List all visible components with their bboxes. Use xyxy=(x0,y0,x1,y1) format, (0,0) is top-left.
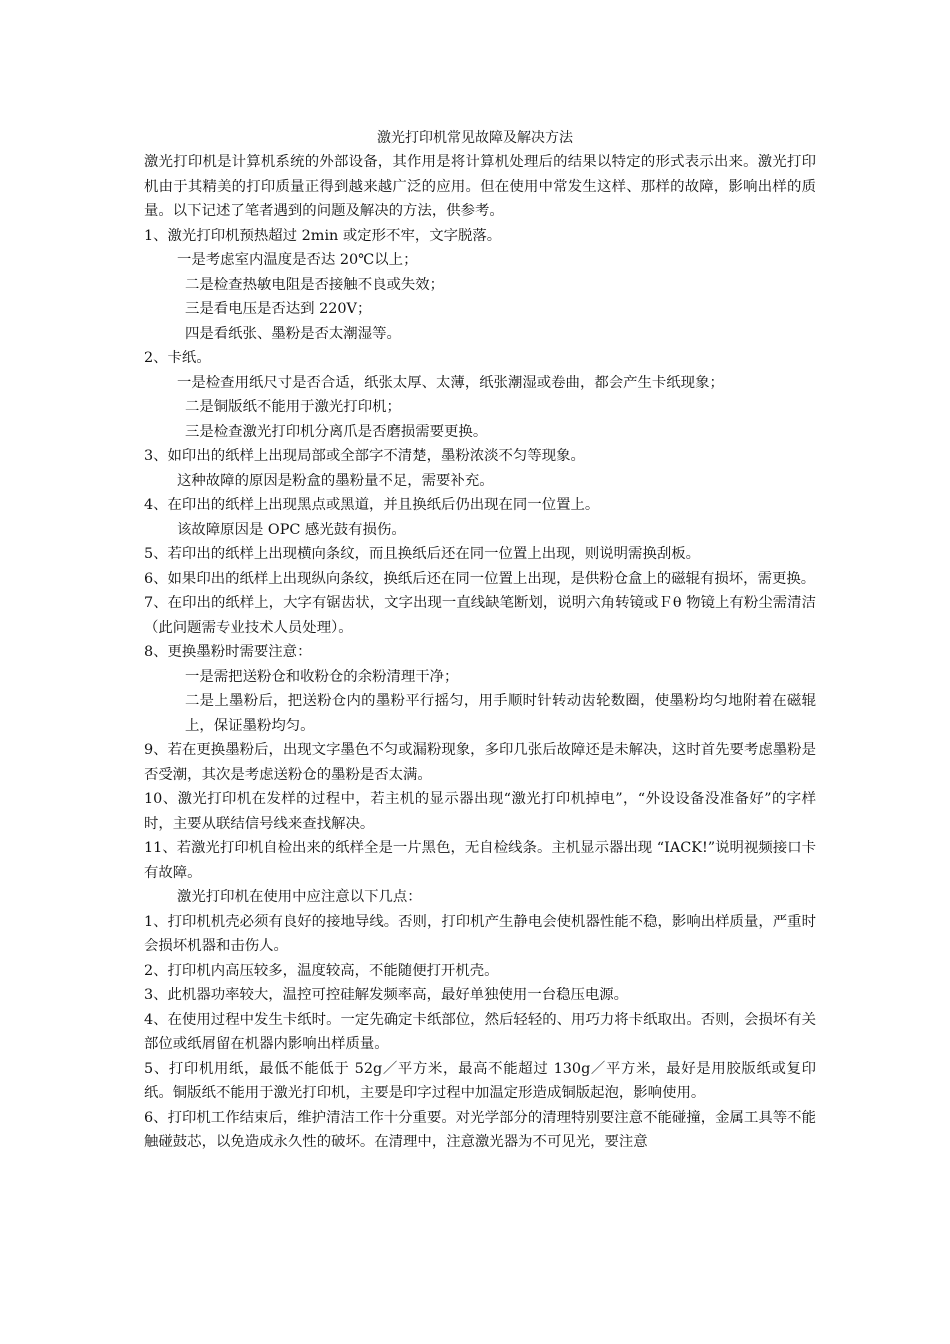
item-1-point-3: 三是看电压是否达到 220V； xyxy=(185,301,372,317)
item-1-point-2: 二是检查热敏电阻是否接触不良或失效； xyxy=(185,276,445,293)
item-1-point-1: 一是考虑室内温度是否达 20℃以上； xyxy=(177,252,418,268)
item-3-detail: 这种故障的原因是粉盒的墨粉量不足，需要补充。 xyxy=(177,472,494,489)
item-8-heading: 8、更换墨粉时需要注意： xyxy=(144,644,312,660)
usage-note-2: 2、打印机内高压较多，温度较高，不能随便打开机壳。 xyxy=(144,962,499,979)
item-8-point-1: 一是需把送粉仓和收粉仓的余粉清理干净； xyxy=(185,668,459,685)
item-4-heading: 4、在印出的纸样上出现黑点或黑道，并且换纸后仍出现在同一位置上。 xyxy=(144,497,600,513)
item-7: 7、在印出的纸样上，大字有锯齿状，文字出现一直线缺笔断划，说明六角转镜或Ｆθ 物镜上有粉尘需清洁（此问题需专业技术人员处理）。 xyxy=(144,595,816,636)
item-2-point-3: 三是检查激光打印机分离爪是否磨损需要更换。 xyxy=(185,423,488,440)
document-title: 激光打印机常见故障及解决方法 xyxy=(377,130,573,146)
item-5: 5、若印出的纸样上出现横向条纹，而且换纸后还在同一位置上出现，则说明需换刮板。 xyxy=(144,546,701,562)
usage-note-4: 4、在使用过程中发生卡纸时。一定先确定卡纸部位，然后轻轻的、用巧力将卡纸取出。否则，会损坏有关部位或纸屑留在机器内影响出样质量。 xyxy=(144,1011,816,1052)
item-2-heading: 2、卡纸。 xyxy=(144,350,211,366)
item-4-detail: 该故障原因是 OPC 感光鼓有损伤。 xyxy=(177,521,406,538)
item-10: 10、激光打印机在发样的过程中，若主机的显示器出现“激光打印机掉电”，“外设设备没准备好”的字样时，主要从联结信号线来查找解决。 xyxy=(144,791,816,832)
item-11: 11、若激光打印机自检出来的纸样全是一片黑色，无自检线条。主机显示器出现 “IACK!”说明视频接口卡有故障。 xyxy=(144,840,816,881)
item-9: 9、若在更换墨粉后，出现文字墨色不匀或漏粉现象，多印几张后故障还是未解决，这时首先要考虑墨粉是否受潮，其次是考虑送粉仓的墨粉是否太满。 xyxy=(144,742,816,783)
usage-note-6: 6、打印机工作结束后，维护清洁工作十分重要。对光学部分的清理特别要注意不能碰撞，金属工具等不能触碰鼓芯，以免造成永久性的破坏。在清理中，注意激光器为不可见光，要注意 xyxy=(144,1109,816,1150)
document-body xyxy=(144,150,816,1155)
usage-notes-heading: 激光打印机在使用中应注意以下几点： xyxy=(177,889,422,905)
item-6: 6、如果印出的纸样上出现纵向条纹，换纸后还在同一位置上出现，是供粉仓盒上的磁辊有损坏，需更换。 xyxy=(144,570,816,587)
item-2-point-2: 二是铜版纸不能用于激光打印机； xyxy=(185,399,401,415)
item-2-point-1: 一是检查用纸尺寸是否合适，纸张太厚、太薄，纸张潮湿或卷曲，都会产生卡纸现象； xyxy=(177,374,724,391)
usage-note-5: 5、打印机用纸，最低不能低于 52g／平方米，最高不能超过 130g／平方米，最好是用胶版纸或复印纸。铜版纸不能用于激光打印机，主要是印字过程中加温定形造成铜版起泡，影响使用。 xyxy=(144,1060,816,1101)
intro-paragraph: 激光打印机是计算机系统的外部设备，其作用是将计算机处理后的结果以特定的形式表示出来。激光打印机由于其精美的打印质量正得到越来越广泛的应用。但在使用中常发生这样、那样的故障，影响出样的质量。以下记述了笔者遇到的问题及解决的方法，供参考。 xyxy=(144,154,816,219)
item-1-heading: 1、激光打印机预热超过 2min 或定形不牢，文字脱落。 xyxy=(144,227,502,244)
usage-note-3: 3、此机器功率较大，温控可控硅解发频率高，最好单独使用一台稳压电源。 xyxy=(144,987,629,1003)
item-3-heading: 3、如印出的纸样上出现局部或全部字不清楚，墨粉浓淡不匀等现象。 xyxy=(144,448,585,464)
item-1-point-4: 四是看纸张、墨粉是否太潮湿等。 xyxy=(185,325,401,342)
usage-note-1: 1、打印机机壳必须有良好的接地导线。否则，打印机产生静电会使机器性能不稳，影响出样质量，严重时会损坏机器和击伤人。 xyxy=(144,913,816,954)
item-8-point-2: 二是上墨粉后，把送粉仓内的墨粉平行摇匀，用手顺时针转动齿轮数圈，使墨粉均匀地附着在磁辊上，保证墨粉均匀。 xyxy=(185,693,816,734)
